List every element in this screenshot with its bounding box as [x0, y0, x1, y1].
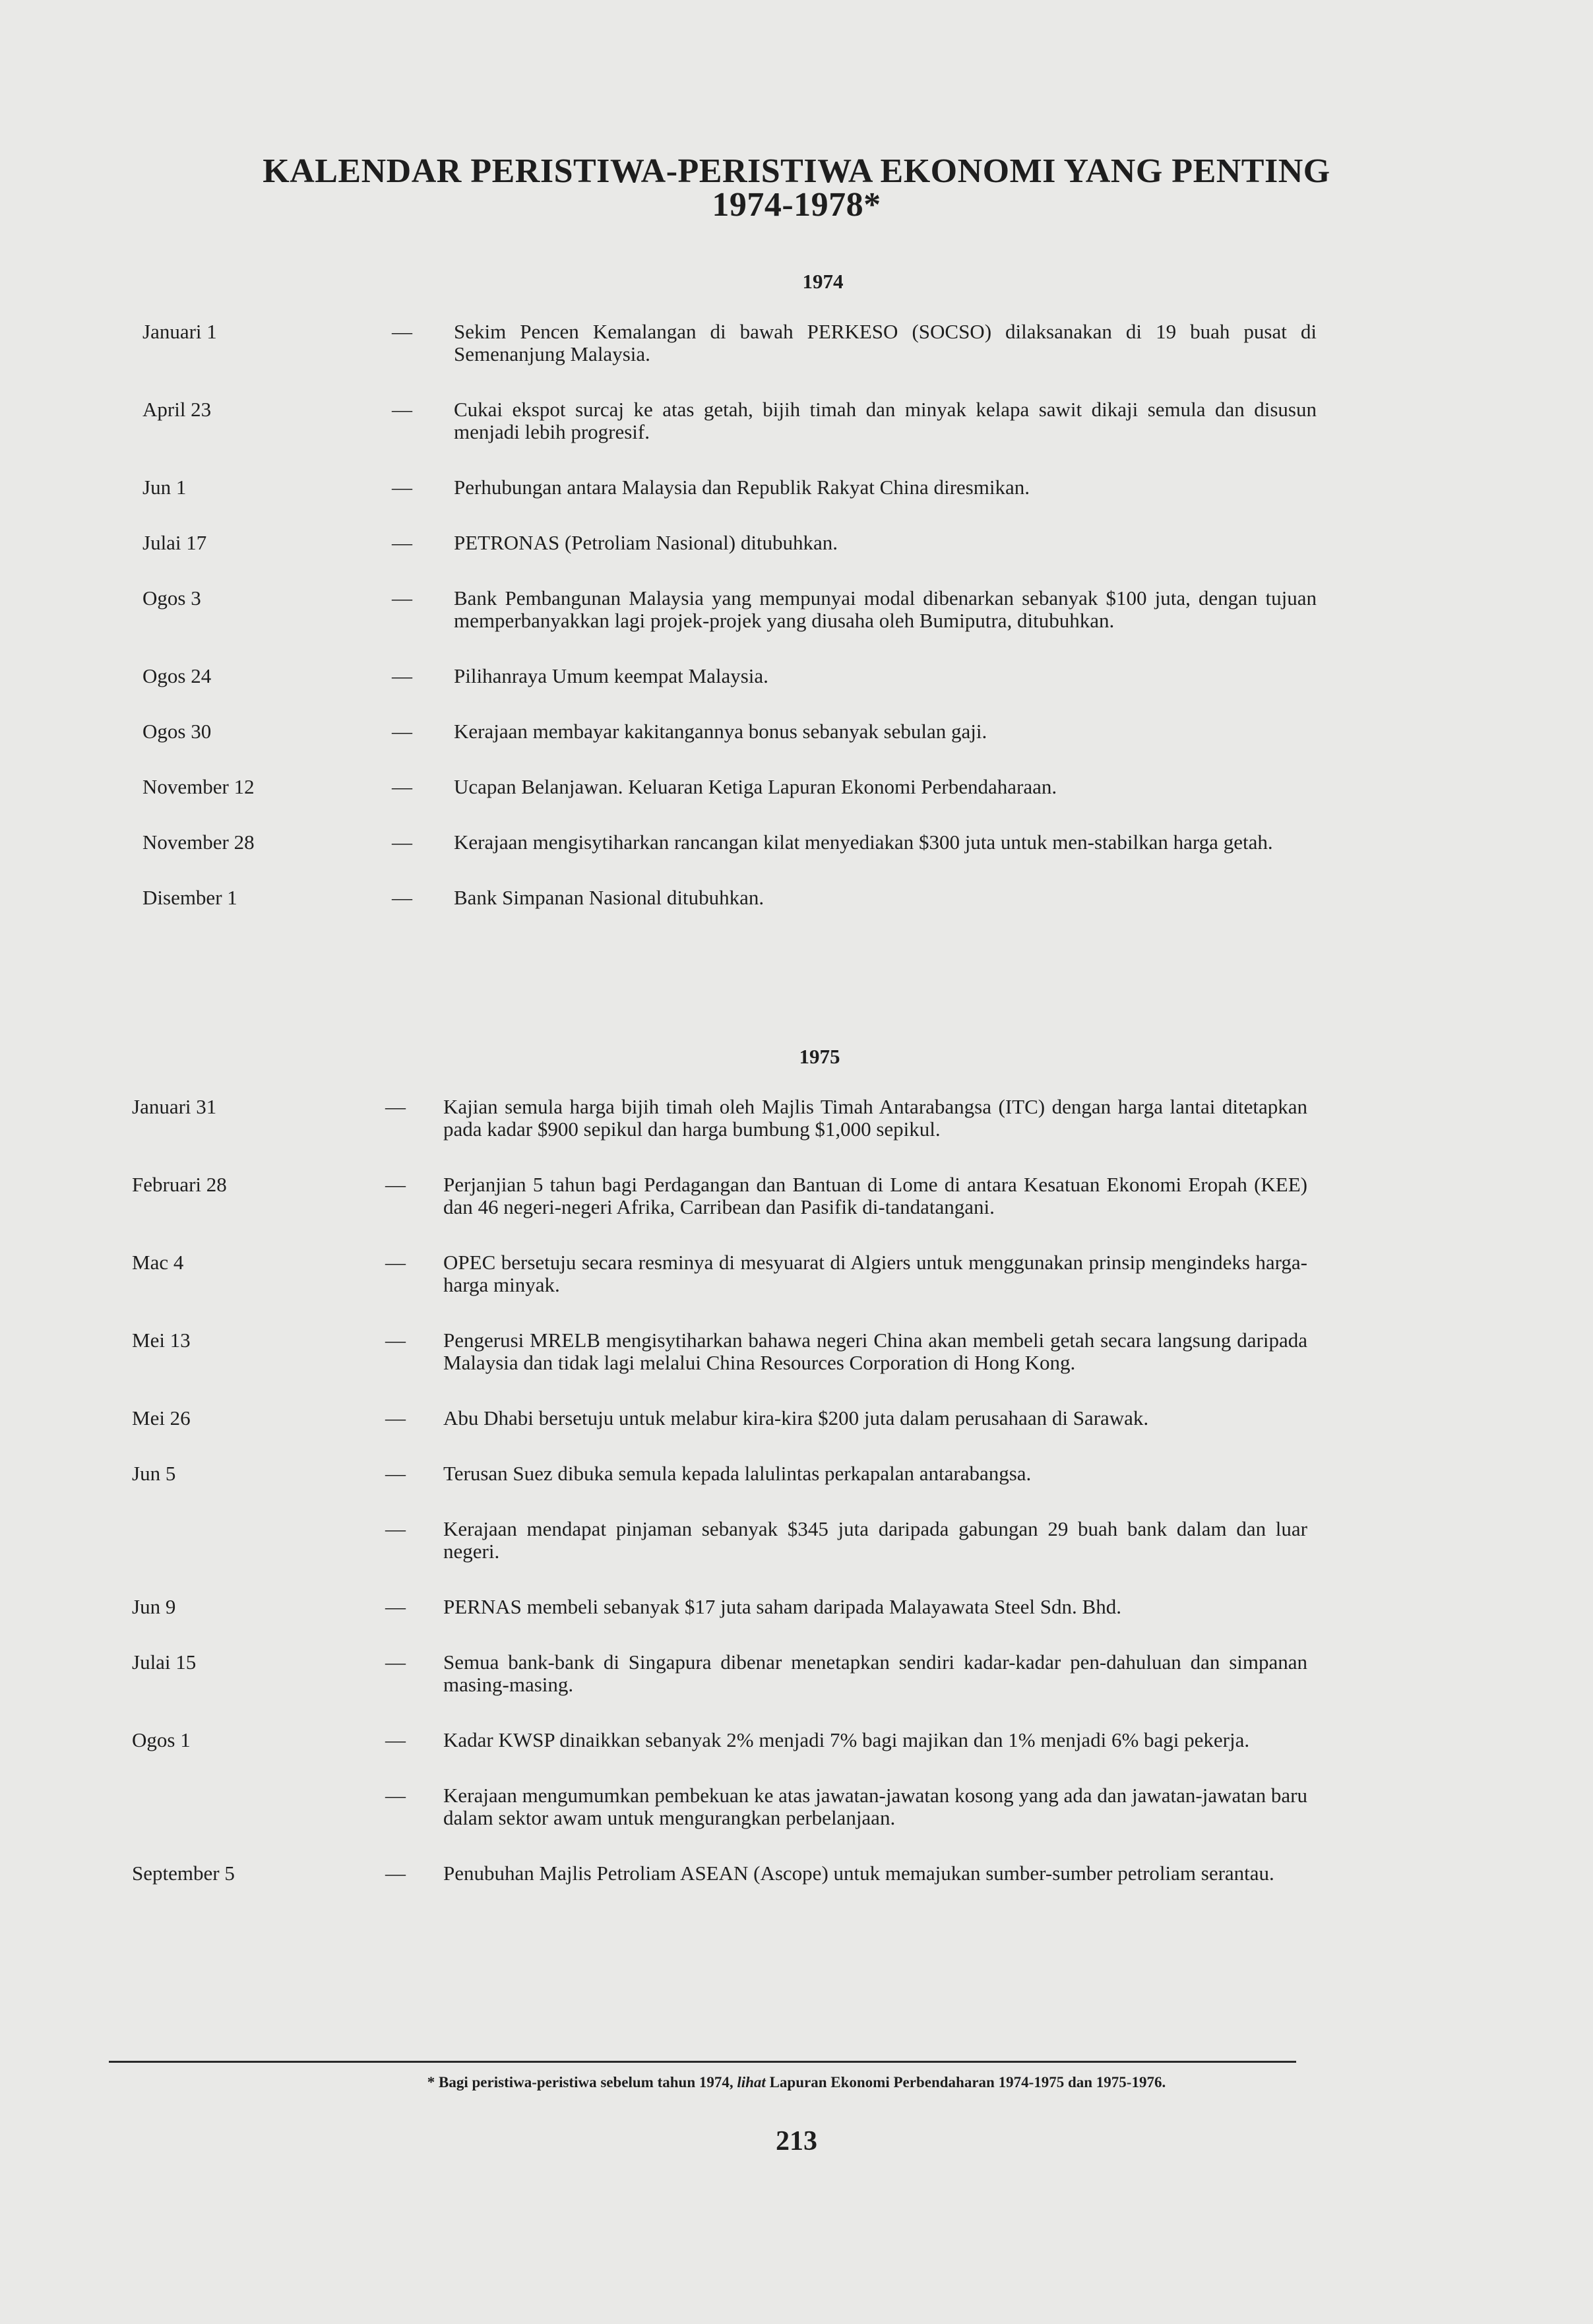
entry-date: Disember 1: [142, 886, 237, 909]
calendar-entry: [0, 665, 1593, 687]
calendar-entry: [0, 1174, 1593, 1218]
entry-description: Perhubungan antara Malaysia dan Republik Rakyat China diresmikan.: [454, 476, 1030, 499]
entry-date: Mei 26: [132, 1406, 191, 1429]
entry-dash: —: [385, 1329, 406, 1352]
section-1974: [0, 270, 1593, 942]
entry-dash: —: [392, 586, 412, 610]
calendar-entry: [0, 1251, 1593, 1296]
entry-dash: —: [392, 476, 412, 499]
calendar-entry: [0, 1518, 1593, 1563]
section-1975: [0, 1046, 1593, 1918]
entry-dash: —: [385, 1462, 406, 1485]
entry-dash: —: [385, 1784, 406, 1807]
calendar-entry: [0, 887, 1593, 909]
entry-date: November 28: [142, 831, 255, 854]
entry-description: Kadar KWSP dinaikkan sebanyak 2% menjadi 7% bagi majikan dan 1% menjadi 6% bagi pekerja.: [443, 1728, 1250, 1751]
entry-date: Mei 13: [132, 1329, 191, 1352]
entry-dash: —: [385, 1251, 406, 1274]
entry-date: Julai 17: [142, 531, 207, 554]
footnote-italic: lihat: [737, 2074, 766, 2090]
entry-description: Sekim Pencen Kemalangan di bawah PERKESO (SOCSO) dilaksanakan di 19 buah pusat di Semenanjung Malaysia.: [454, 320, 1317, 365]
entry-description: Bank Simpanan Nasional ditubuhkan.: [454, 886, 765, 909]
entry-date: September 5: [132, 1862, 235, 1885]
calendar-entry: [0, 476, 1593, 499]
entry-description: Abu Dhabi bersetuju untuk melabur kira-kira $200 juta dalam perusahaan di Sarawak.: [443, 1406, 1149, 1429]
calendar-entry: [0, 1407, 1593, 1429]
entry-description: Terusan Suez dibuka semula kepada lalulintas perkapalan antarabangsa.: [443, 1462, 1032, 1485]
calendar-entry: [0, 1784, 1593, 1829]
entry-description: Pengerusi MRELB mengisytiharkan bahawa negeri China akan membeli getah secara langsung daripada Malaysia dan tidak lagi melalui China Resources Corporation di Hong Kong.: [443, 1329, 1307, 1374]
entry-date: November 12: [142, 775, 255, 798]
entry-date: Jun 5: [132, 1462, 176, 1485]
entry-dash: —: [385, 1862, 406, 1885]
entry-description: PERNAS membeli sebanyak $17 juta saham daripada Malayawata Steel Sdn. Bhd.: [443, 1595, 1121, 1618]
entry-description: Semua bank-bank di Singapura dibenar menetapkan sendiri kadar-kadar pen-dahuluan dan simpanan masing-masing.: [443, 1650, 1307, 1696]
calendar-entry: [0, 532, 1593, 554]
entry-dash: —: [392, 775, 412, 798]
footnote: [0, 2074, 1593, 2091]
entry-date: Jun 9: [132, 1595, 176, 1618]
entry-dash: —: [385, 1595, 406, 1618]
entry-description: PETRONAS (Petroliam Nasional) ditubuhkan.: [454, 531, 838, 554]
calendar-entry: [0, 1462, 1593, 1485]
calendar-entry: [0, 1862, 1593, 1885]
entry-description: Kerajaan mengumumkan pembekuan ke atas jawatan-jawatan kosong yang ada dan jawatan-jawatan baru dalam sektor awam untuk mengurangkan perbelanjaan.: [443, 1784, 1307, 1829]
entry-description: Kerajaan mendapat pinjaman sebanyak $345 juta daripada gabungan 29 buah bank dalam dan luar negeri.: [443, 1517, 1307, 1563]
entry-description: Kerajaan membayar kakitangannya bonus sebanyak sebulan gaji.: [454, 720, 987, 743]
entry-date: Julai 15: [132, 1650, 197, 1674]
entry-date: Februari 28: [132, 1173, 227, 1196]
page-title-years: 1974-1978*: [712, 186, 881, 224]
entry-description: Ucapan Belanjawan. Keluaran Ketiga Lapuran Ekonomi Perbendaharaan.: [454, 775, 1057, 798]
entry-dash: —: [392, 886, 412, 909]
entry-date: Jun 1: [142, 476, 187, 499]
entry-date: Ogos 1: [132, 1728, 191, 1751]
entry-date: Ogos 24: [142, 664, 212, 687]
entry-dash: —: [385, 1173, 406, 1196]
calendar-entry: [0, 1729, 1593, 1751]
year-heading: 1975: [799, 1045, 840, 1068]
calendar-entry: [0, 776, 1593, 798]
footnote-text-end: Lapuran Ekonomi Perbendaharan 1974-1975 dan 1975-1976.: [769, 2074, 1166, 2090]
page-number: 213: [776, 2126, 817, 2156]
calendar-entry: [0, 1096, 1593, 1141]
footnote-divider: [109, 2061, 1296, 2063]
entry-date: Ogos 30: [142, 720, 212, 743]
entry-dash: —: [385, 1517, 406, 1540]
footnote-text: * Bagi peristiwa-peristiwa sebelum tahun 1974,: [427, 2074, 734, 2090]
entry-dash: —: [385, 1406, 406, 1429]
entry-description: Penubuhan Majlis Petroliam ASEAN (Ascope) untuk memajukan sumber-sumber petroliam serantau.: [443, 1862, 1274, 1885]
calendar-entry: [0, 321, 1593, 365]
entry-dash: —: [392, 531, 412, 554]
entry-date: Mac 4: [132, 1251, 184, 1274]
page-title: KALENDAR PERISTIWA-PERISTIWA EKONOMI YANG PENTING: [263, 152, 1330, 190]
entry-dash: —: [385, 1095, 406, 1118]
entry-dash: —: [392, 320, 412, 343]
entry-dash: —: [392, 664, 412, 687]
entry-description: OPEC bersetuju secara resminya di mesyuarat di Algiers untuk menggunakan prinsip mengindeks harga-harga minyak.: [443, 1251, 1307, 1296]
entry-description: Cukai ekspot surcaj ke atas getah, bijih timah dan minyak kelapa sawit dikaji semula dan disusun menjadi lebih progresif.: [454, 398, 1317, 443]
entry-date: Ogos 3: [142, 586, 201, 610]
entry-dash: —: [385, 1728, 406, 1751]
entry-dash: —: [392, 720, 412, 743]
entry-dash: —: [392, 398, 412, 421]
entry-date: Januari 1: [142, 320, 217, 343]
calendar-entry: [0, 398, 1593, 443]
calendar-entry: [0, 1651, 1593, 1696]
entry-date: April 23: [142, 398, 212, 421]
entry-dash: —: [392, 831, 412, 854]
calendar-entry: [0, 831, 1593, 854]
year-heading: 1974: [802, 270, 844, 293]
calendar-entry: [0, 1596, 1593, 1618]
calendar-entry: [0, 587, 1593, 632]
entry-description: Kerajaan mengisytiharkan rancangan kilat menyediakan $300 juta untuk men-stabilkan harga getah.: [454, 831, 1273, 854]
entry-description: Pilihanraya Umum keempat Malaysia.: [454, 664, 768, 687]
entry-description: Kajian semula harga bijih timah oleh Majlis Timah Antarabangsa (ITC) dengan harga lantai ditetapkan pada kadar $900 sepikul dan harga bumbung $1,000 sepikul.: [443, 1095, 1307, 1141]
entry-dash: —: [385, 1650, 406, 1674]
entry-date: Januari 31: [132, 1095, 217, 1118]
calendar-entry: [0, 1329, 1593, 1374]
entry-description: Perjanjian 5 tahun bagi Perdagangan dan Bantuan di Lome di antara Kesatuan Ekonomi Eropah (KEE) dan 46 negeri-negeri Afrika, Carribean dan Pasifik di-tandatangani.: [443, 1173, 1307, 1218]
calendar-entry: [0, 720, 1593, 743]
entry-description: Bank Pembangunan Malaysia yang mempunyai modal dibenarkan sebanyak $100 juta, dengan tujuan memperbanyakkan lagi projek-projek yang diusaha oleh Bumiputra, ditubuhkan.: [454, 586, 1317, 632]
